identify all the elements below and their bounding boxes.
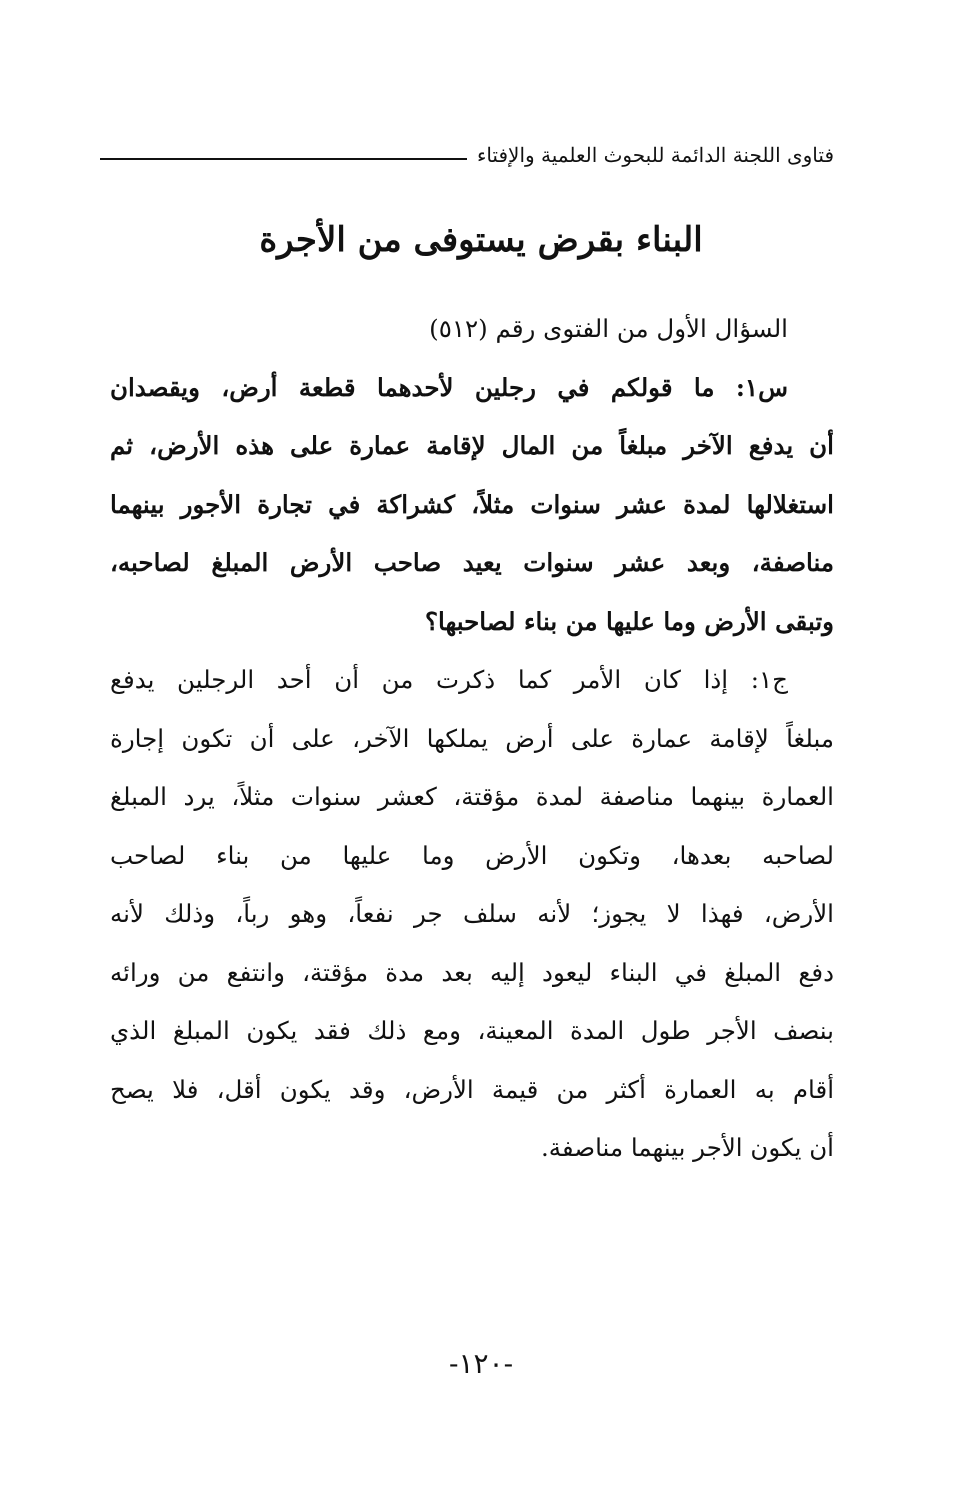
- answer-line: ج١: إذا كان الأمر كما ذكرت من أن أحد الرجلين يدفع: [110, 665, 788, 694]
- question-line: وتبقى الأرض وما عليها من بناء لصاحبها؟: [424, 606, 834, 636]
- answer-line: مبلغاً لإقامة عمارة على أرض يملكها الآخر، على أن تكون إجارة: [110, 723, 834, 753]
- answer-line: بنصف الأجر طول المدة المعينة، ومع ذلك فقد يكون المبلغ الذي: [110, 1016, 834, 1045]
- answer-line: لصاحبه بعدها، وتكون الأرض وما عليها من بناء لصاحب: [110, 840, 834, 870]
- answer-line: أن يكون الأجر بينهما مناصفة.: [540, 1133, 834, 1162]
- fatwa-body: [110, 300, 834, 1178]
- question-reference: السؤال الأول من الفتوى رقم (٥١٢): [429, 314, 788, 343]
- question-line: استغلالها لمدة عشر سنوات مثلاً، كشراكة في تجارة الأجور بينهما: [110, 489, 834, 519]
- running-title: فتاوى اللجنة الدائمة للبحوث العلمية والإفتاء: [476, 143, 834, 167]
- answer-line: دفع المبلغ في البناء ليعود إليه بعد مدة مؤقتة، وانتفع من ورائه: [110, 957, 834, 987]
- header-rule: [100, 158, 467, 160]
- page-number: -١٢٠-: [448, 1347, 514, 1380]
- question-line: س١: ما قولكم في رجلين لأحدهما قطعة أرض، ويقصدان: [110, 372, 788, 402]
- answer-line: العمارة بينهما مناصفة لمدة مؤقتة، كعشر سنوات مثلاً، يرد المبلغ: [110, 782, 834, 811]
- answer-line: الأرض، فهذا لا يجوز؛ لأنه سلف جر نفعاً، وهو رباً، وذلك لأنه: [110, 899, 834, 928]
- answer-line: أقام به العمارة أكثر من قيمة الأرض، وقد يكون أقل، فلا يصح: [110, 1074, 834, 1104]
- page-title: البناء بقرض يستوفى من الأجرة: [259, 220, 703, 260]
- running-header: [100, 140, 834, 170]
- question-line: مناصفة، وبعد عشر سنوات يعيد صاحب الأرض المبلغ لصاحبه،: [110, 548, 834, 577]
- question-line: أن يدفع الآخر مبلغاً من المال لإقامة عمارة على هذه الأرض، ثم: [110, 431, 834, 460]
